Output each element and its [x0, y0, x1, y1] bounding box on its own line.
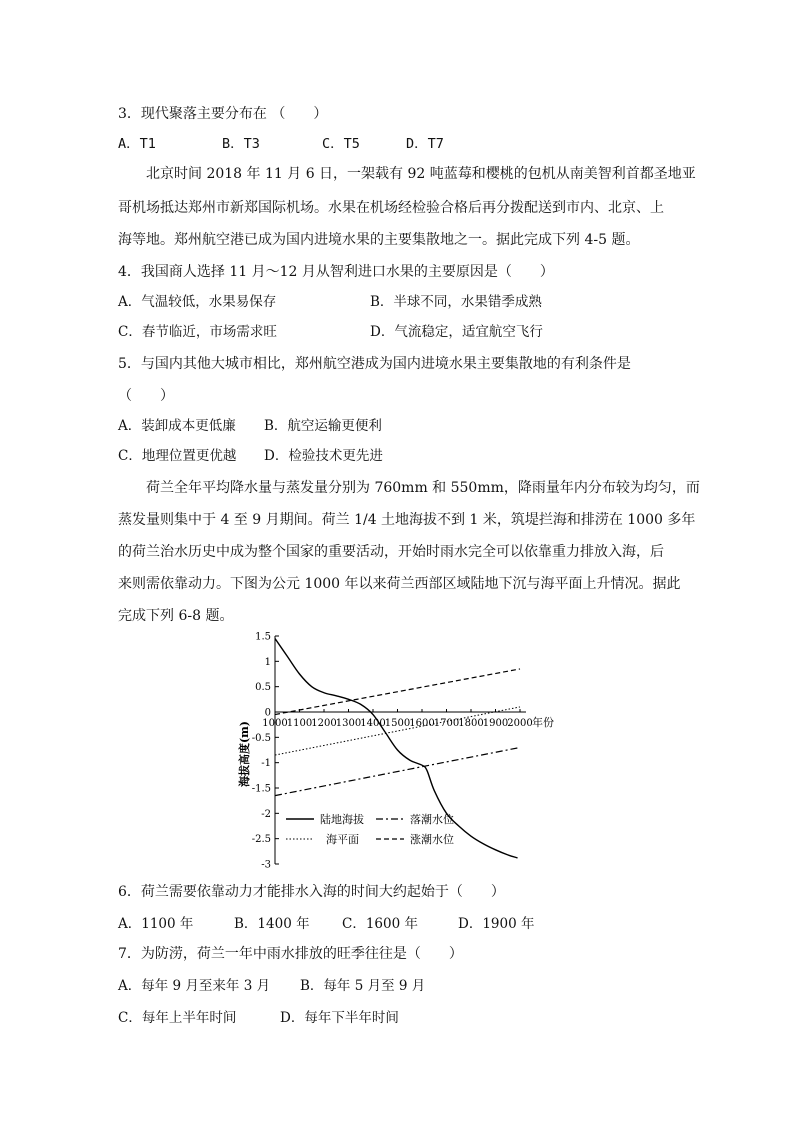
question-4-option-a: A．气温较低，水果易保存 — [118, 294, 277, 310]
chart-legend — [286, 812, 454, 846]
series-sea-level — [275, 707, 520, 755]
x-tick-label: 1500 — [384, 718, 411, 729]
question-5-option-b: B．航空运输更便利 — [264, 418, 382, 434]
y-axis-label: 海拔高度(m) — [238, 720, 251, 788]
y-tick-label: 1.5 — [255, 631, 271, 643]
question-6-option-c: C．1600 年 — [342, 916, 418, 932]
question-6-stem: 6．荷兰需要依靠动力才能排水入海的时间大约起始于（ ） — [118, 884, 505, 900]
passage-1-line-1: 北京时间 2018 年 11 月 6 日，一架载有 92 吨蓝莓和樱桃的包机从南美智利首都圣地亚 — [146, 166, 696, 182]
question-7-option-c: C．每年上半年时间 — [118, 1010, 237, 1026]
question-5-option-c: C．地理位置更优越 — [118, 448, 237, 464]
question-3-option-a: A．T1 — [118, 136, 156, 152]
question-5-stem-continued: （ ） — [118, 388, 174, 404]
question-5-stem: 5．与国内其他大城市相比，郑州航空港成为国内进境水果主要集散地的有利条件是 — [118, 356, 631, 372]
x-tick-label: 1400 — [360, 718, 386, 729]
question-7-option-a: A．每年 9 月至来年 3 月 — [118, 978, 271, 994]
chart-series — [275, 639, 520, 858]
question-7-option-d: D．每年下半年时间 — [280, 1010, 399, 1026]
x-tick-label: 1700 — [433, 718, 460, 729]
x-tick-label: 1800 — [458, 718, 484, 729]
passage-2-line-2: 蒸发量则集中于 4 至 9 月期间。荷兰 1/4 土地海拔不到 1 米，筑堤拦海和排涝在 1000 多年 — [118, 512, 696, 528]
question-6-option-a: A．1100 年 — [118, 916, 194, 932]
passage-1-line-2: 哥机场抵达郑州市新郑国际机场。水果在机场经检验合格后再分拨配送到市内、北京、上 — [118, 200, 664, 216]
passage-2-line-5: 完成下列 6-8 题。 — [118, 608, 234, 624]
y-tick-label: 0.5 — [255, 682, 271, 694]
passage-2-line-3: 的荷兰治水历史中成为整个国家的重要活动，开始时雨水完全可以依靠重力排放入海，后 — [118, 544, 664, 560]
x-tick-label: 1200 — [311, 718, 337, 729]
question-7-option-b: B．每年 5 月至 9 月 — [300, 978, 426, 994]
question-4-option-c: C．春节临近，市场需求旺 — [118, 324, 277, 340]
land-sea-level-chart — [230, 626, 554, 874]
x-tick-label: 1900 — [482, 718, 509, 729]
y-tick-label: -1.5 — [251, 783, 271, 795]
question-5-option-d: D．检验技术更先进 — [264, 448, 383, 464]
passage-1-line-3: 海等地。郑州航空港已成为国内进境水果的主要集散地之一。据此完成下列 4-5 题。 — [118, 232, 640, 248]
question-6-option-d: D．1900 年 — [458, 916, 535, 932]
y-tick-label: -3 — [261, 859, 271, 871]
question-7-stem: 7．为防涝，荷兰一年中雨水排放的旺季往往是（ ） — [118, 946, 463, 962]
x-tick-label: 1300 — [335, 718, 362, 729]
x-tick-label: 1600 — [409, 718, 435, 729]
legend-label-land-elevation: 陆地海拔 — [320, 813, 364, 826]
question-4-option-b: B．半球不同，水果错季成熟 — [370, 294, 542, 310]
y-tick-label: -0.5 — [251, 732, 271, 744]
y-tick-label: 1 — [264, 656, 271, 668]
series-high-tide-level — [275, 669, 520, 715]
x-tick-label: 1100 — [286, 718, 313, 729]
legend-label-sea-level: 海平面 — [326, 833, 359, 846]
x-axis-suffix-label: 年份 — [532, 716, 554, 729]
y-tick-label: -2.5 — [251, 834, 271, 846]
x-tick-label: 1000 — [262, 718, 288, 729]
x-tick-label: 2000 — [507, 718, 533, 729]
legend-label-high-tide: 涨潮水位 — [410, 833, 454, 846]
question-5-option-a: A．装卸成本更低廉 — [118, 418, 236, 434]
question-3-stem: 3．现代聚落主要分布在 （ ） — [118, 106, 328, 122]
question-3-option-d: D．T7 — [406, 136, 444, 152]
question-4-option-d: D．气流稳定，适宜航空飞行 — [370, 324, 543, 340]
question-6-option-b: B．1400 年 — [234, 916, 310, 932]
y-tick-label: 0 — [264, 707, 271, 719]
question-3-option-c: C．T5 — [322, 136, 360, 152]
passage-2-line-4: 来则需依靠动力。下图为公元 1000 年以来荷兰西部区域陆地下沉与海平面上升情况。据此 — [118, 576, 681, 592]
legend-label-low-tide: 落潮水位 — [410, 813, 454, 826]
series-low-tide-level — [275, 747, 520, 795]
question-4-stem: 4．我国商人选择 11 月～12 月从智利进口水果的主要原因是（ ） — [118, 264, 554, 280]
passage-2-line-1: 荷兰全年平均降水量与蒸发量分别为 760mm 和 550mm，降雨量年内分布较为均匀，而 — [146, 480, 700, 496]
y-tick-label: -2 — [261, 808, 271, 820]
y-tick-label: -1 — [261, 758, 271, 770]
series-land-elevation — [275, 639, 518, 858]
question-3-option-b: B．T3 — [222, 136, 260, 152]
